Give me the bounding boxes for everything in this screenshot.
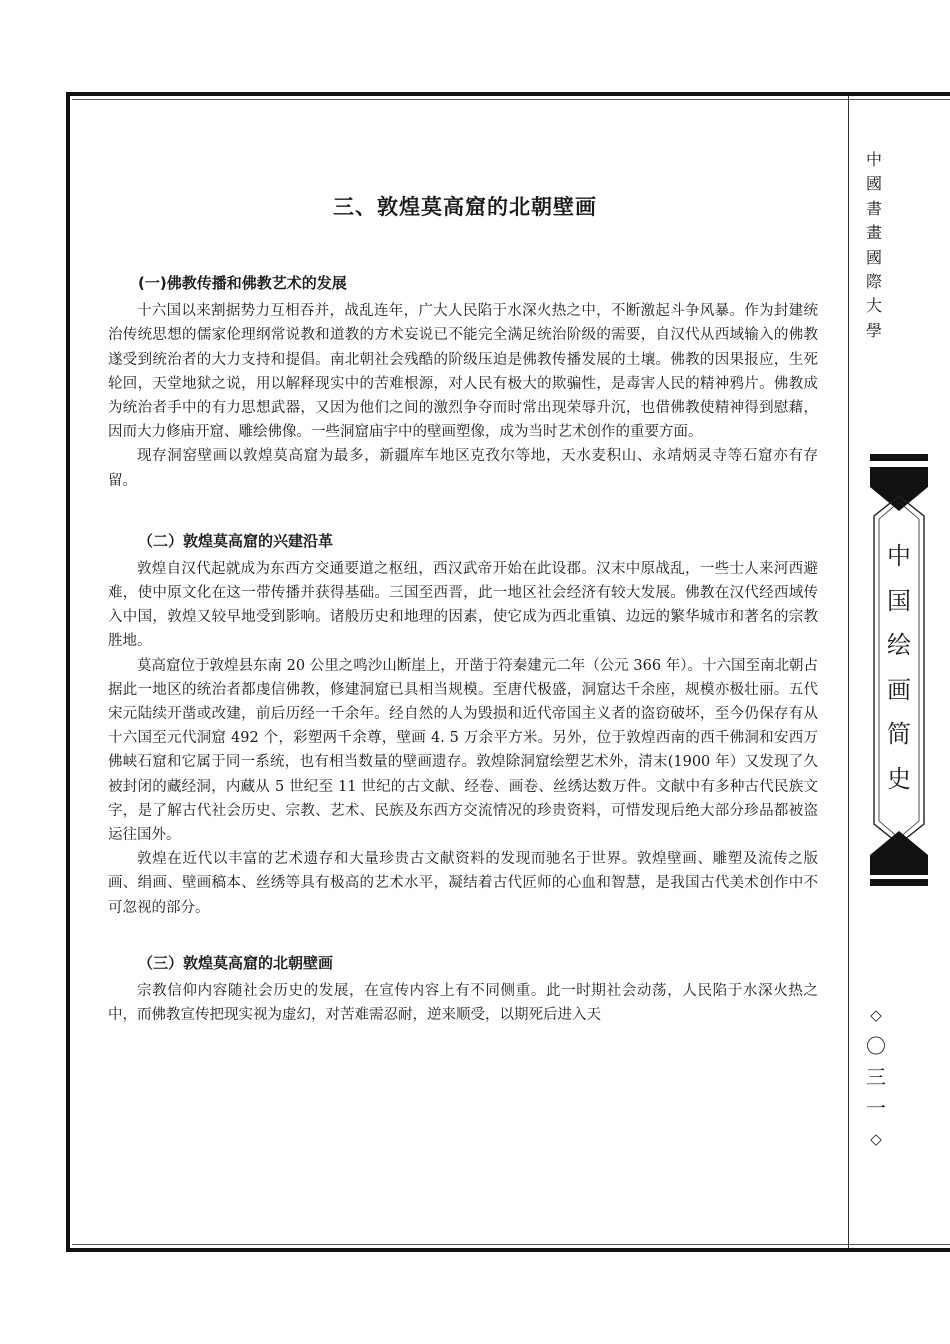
book-title-char: 画 [887, 675, 911, 704]
main-text-column [108, 195, 818, 1027]
paragraph: 十六国以来割据势力互相吞并，战乱连年，广大人民陷于水深火热之中，不断激起斗争风暴。作为封建统治传统思想的儒家伦理纲常说教和道教的方术妄说已不能完全满足统治阶级的需要，自汉代从西域输入的佛教遂受到统治者的大力支持和提倡。南北朝社会残酷的阶级压迫是佛教传播发展的土壤。佛教的因果报应，生死轮回，天堂地狱之说，用以解释现实中的苦难根源，对人民有极大的欺骗性，是毒害人民的精神鸦片。佛教成为统治者手中的有力思想武器，又因为他们之间的激烈争夺而时常出现荣辱升沉，也借佛教使精神得到慰藉，因而大力修庙开窟、雕绘佛像。一些洞窟庙宇中的壁画塑像，成为当时艺术创作的重要方面。 [108, 303, 818, 441]
series-title-vertical [858, 148, 890, 343]
series-title-char: 大 [865, 296, 882, 316]
book-title-vertical [868, 534, 930, 801]
sidebar-divider-rule [848, 96, 849, 1248]
series-title-char: 畫 [865, 223, 882, 243]
diamond-icon: ◇ [870, 1006, 882, 1024]
plate-bottom-bar [870, 879, 928, 886]
page-frame-left-border [66, 92, 70, 1252]
book-title-char: 国 [887, 586, 911, 615]
book-title-char: 简 [887, 720, 911, 748]
plate-bottom-ornament [870, 831, 928, 875]
section-2 [108, 529, 818, 920]
diamond-icon: ◇ [870, 1130, 882, 1148]
page-number-char: 一 [866, 1096, 886, 1120]
section-3 [108, 951, 818, 1027]
series-title-char: 書 [865, 198, 882, 218]
page-number-char: 〇 [866, 1034, 886, 1058]
series-title-char: 中 [865, 150, 882, 169]
book-title-char: 绘 [887, 631, 911, 659]
book-title-char: 史 [887, 764, 911, 793]
paragraph: 敦煌自汉代起就成为东西方交通要道之枢纽，西汉武帝开始在此设郡。汉末中原战乱，一些士人来河西避难，使中原文化在这一带传播并获得基础。三国至西晋，此一地区社会经济有较大发展。佛教在汉代经西域传入中国，敦煌又较早地受到影响。诸般历史和地理的因素，使它成为西北重镇、边远的繁华城市和著名的宗教胜地。 [108, 560, 818, 650]
page-frame-inner-top-line [72, 99, 950, 100]
series-title-char: 國 [865, 247, 882, 267]
paragraph: 宗教信仰内容随社会历史的发展，在宣传内容上有不同侧重。此一时期社会动荡，人民陷于水深火热之中，而佛教宣传把现实视为虚幻，对苦难需忍耐，逆来顺受，以期死后进入天 [108, 982, 818, 1024]
page-frame-bottom-border [66, 1248, 950, 1252]
series-title-char: 學 [865, 320, 882, 340]
section-heading: （二）敦煌莫高窟的兴建沿革 [138, 531, 334, 550]
page-number-char: 三 [866, 1065, 886, 1089]
book-title-char: 中 [887, 542, 911, 570]
plate-top-bar [870, 454, 928, 461]
section-heading: （三）敦煌莫高窟的北朝壁画 [138, 953, 334, 972]
paragraph: 敦煌在近代以丰富的艺术遗存和大量珍贵古文献资料的发现而驰名于世界。敦煌壁画、雕塑及流传之版画、绢画、壁画稿本、丝绣等具有极高的艺术水平，凝结着古代匠师的心血和智慧，是我国古代美术创作中不可忽视的部分。 [108, 851, 818, 916]
section-1 [108, 271, 818, 493]
page-number-vertical [856, 1000, 896, 1155]
page-frame-top-border [66, 92, 950, 96]
paragraph: 现存洞窑壁画以敦煌莫高窟为最多，新疆库车地区克孜尔等地，天水麦积山、永靖炳灵寺等石窟亦有存留。 [108, 448, 818, 489]
paragraph: 莫高窟位于敦煌县东南 20 公里之鸣沙山断崖上，开凿于符秦建元二年（公元 366 年）。十六国至南北朝占据此一地区的统治者都虔信佛教，修建洞窟已具相当规模。至唐代极盛，洞窟达千余座，规模亦极壮丽。五代宋元陆续开凿或改建，前后历经一千余年。经自然的人为毁损和近代帝国主义者的盗窃破坏，至今仍保存有从十六国至元代洞窟 492 个，彩塑两千余尊，壁画 4. 5 万余平方米。另外，位于敦煌西南的西千佛洞和安西万佛峡石窟和它属于同一系统，也有相当数量的壁画遗存。敦煌除洞窟绘塑艺术外，清末(1900 年）又发现了久被封闭的藏经洞，内藏从 5 世纪至 11 世纪的古文献、经卷、画卷、丝绣达数万件。文献中有多种古代民族文字，是了解古代社会历史、宗教、艺术、民族及东西方交流情况的珍贵资料，可惜发现后绝大部分珍品都被盗运往国外。 [108, 657, 818, 844]
chapter-title: 三、敦煌莫高窟的北朝壁画 [333, 195, 597, 219]
section-heading: (一)佛教传播和佛教艺术的发展 [138, 274, 347, 293]
series-title-char: 國 [865, 174, 882, 194]
series-title-char: 際 [865, 272, 882, 292]
book-title-plate [868, 454, 930, 886]
page-frame-inner-bottom-line [72, 1244, 950, 1245]
